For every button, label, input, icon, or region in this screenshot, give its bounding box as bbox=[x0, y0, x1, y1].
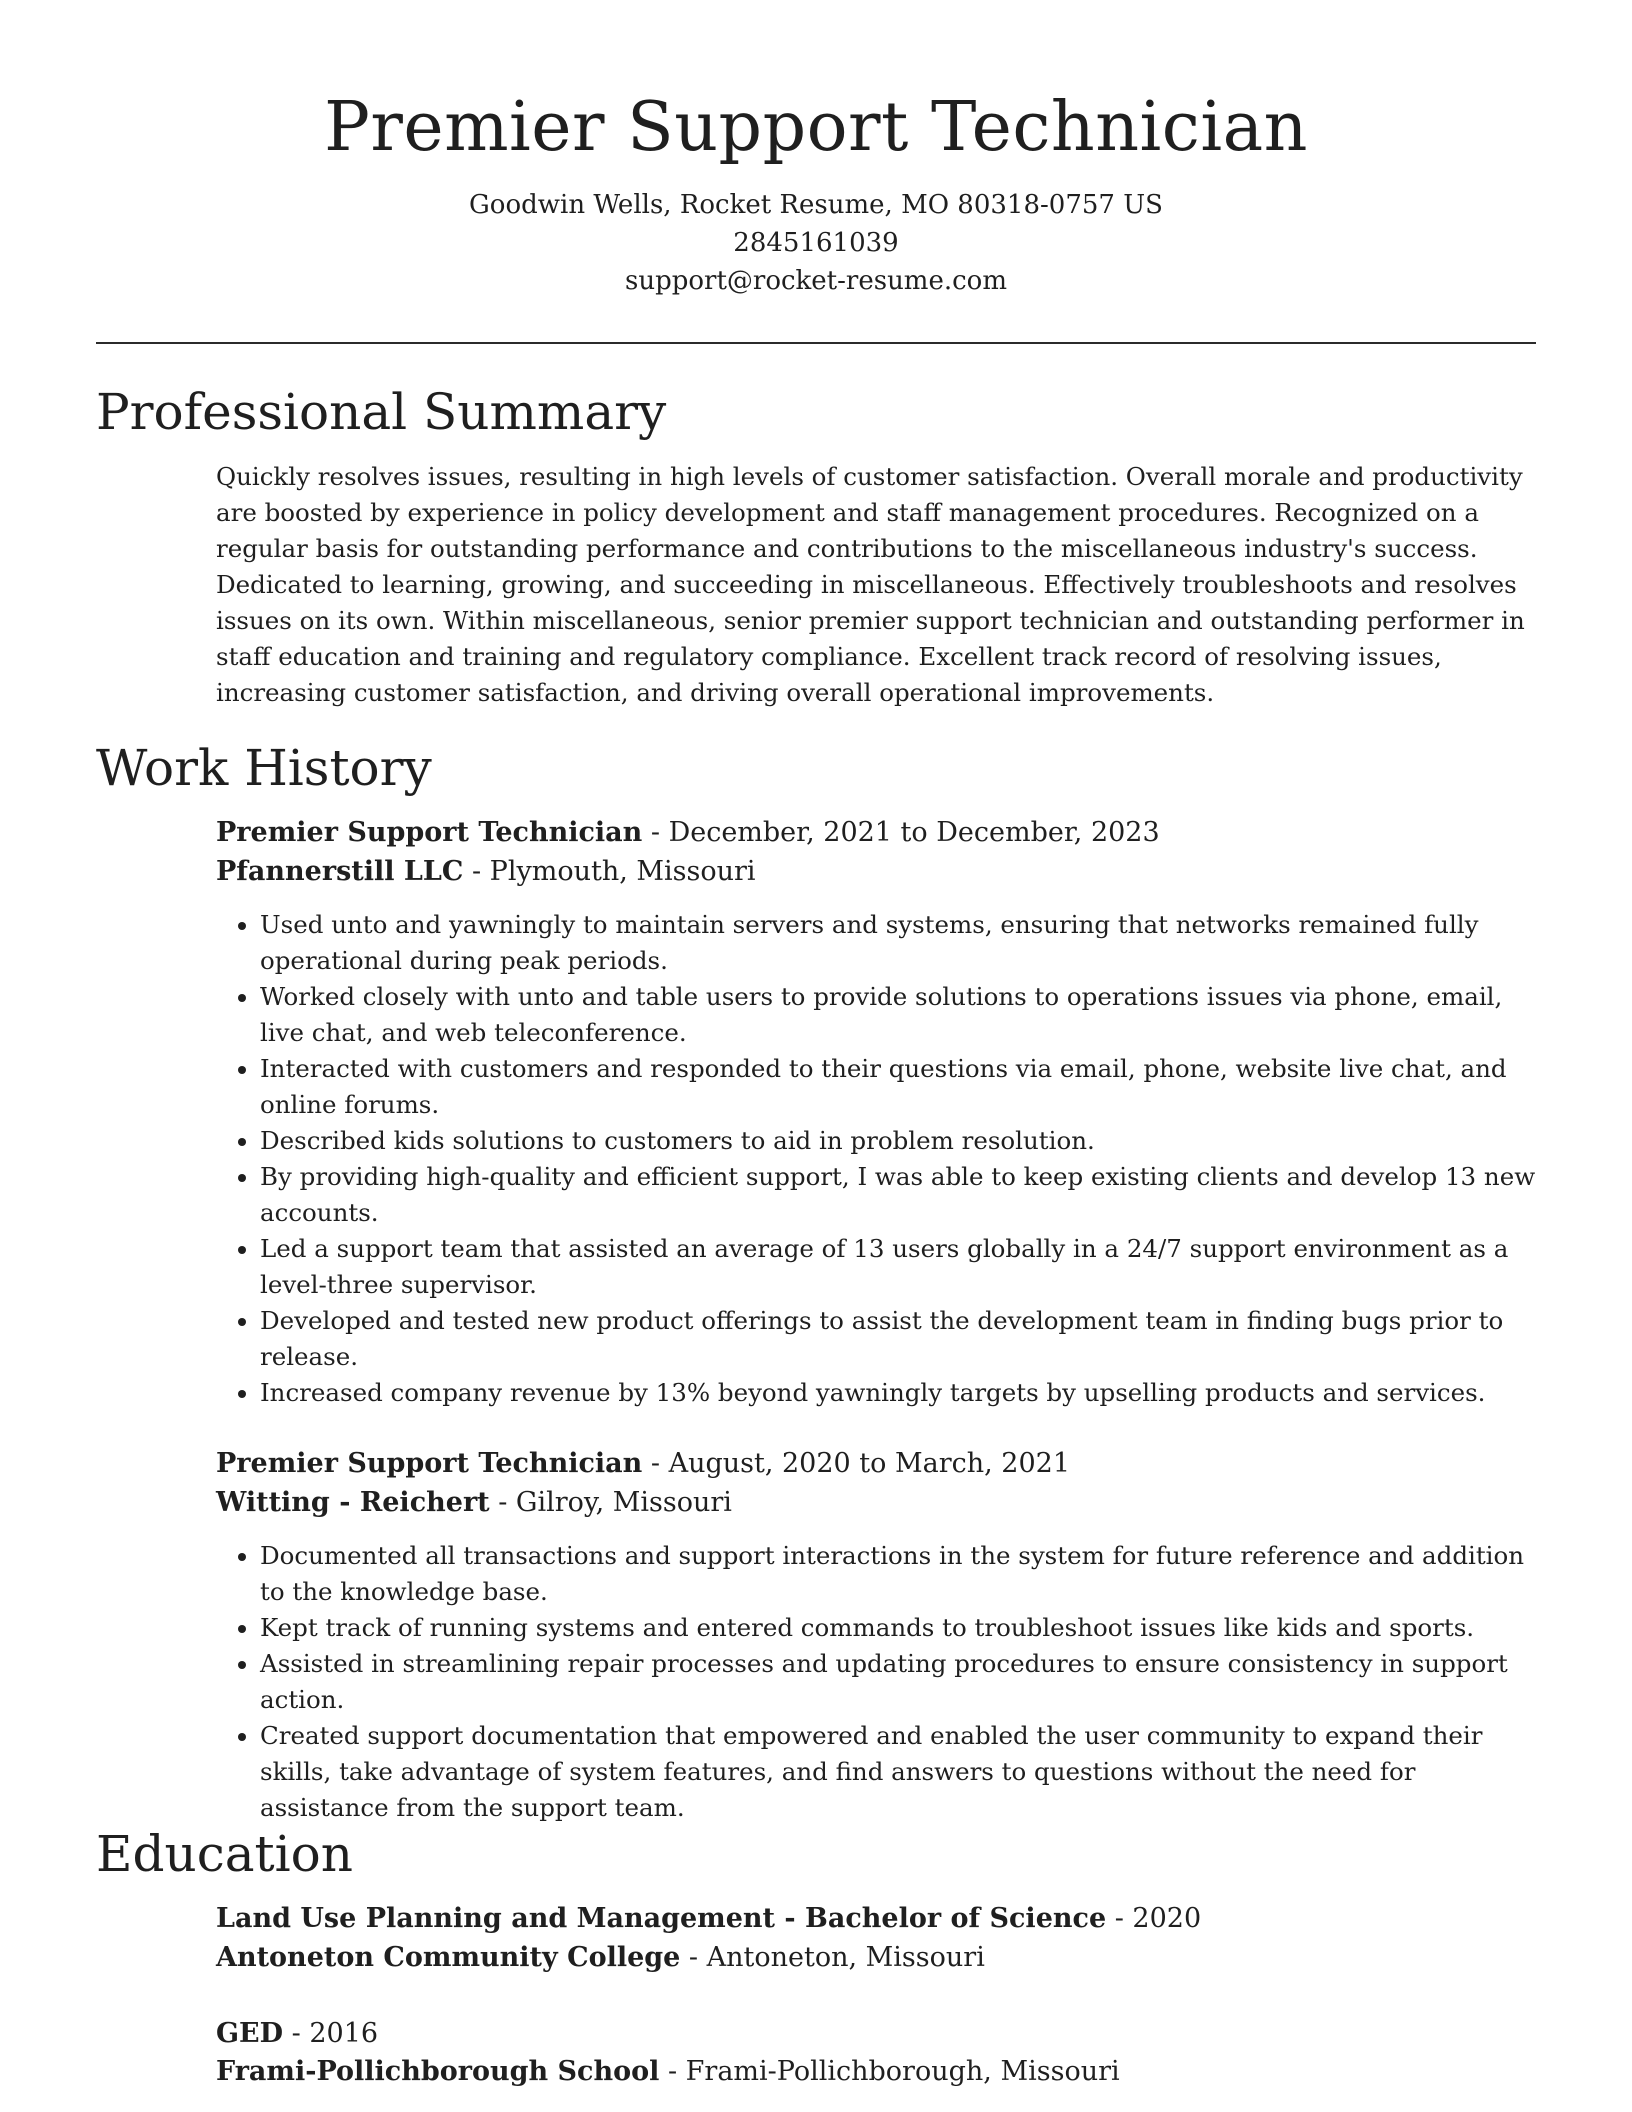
education-1-year: - 2020 bbox=[1106, 1903, 1202, 1934]
education-1-degree-line bbox=[216, 1900, 1536, 1938]
job-1-title-line bbox=[216, 814, 1536, 852]
job-1-location: - Plymouth, Missouri bbox=[463, 856, 756, 887]
education-2-year: - 2016 bbox=[283, 2018, 379, 2049]
job-1-company-line bbox=[216, 853, 1536, 891]
job-1-dates: - December, 2021 to December, 2023 bbox=[642, 817, 1160, 848]
education-1-location: - Antoneton, Missouri bbox=[680, 1942, 985, 1973]
contact-email: support@rocket-resume.com bbox=[624, 266, 1007, 296]
education-2-school-line bbox=[216, 2053, 1536, 2091]
list-item: • Interacted with customers and responded to their questions via email, phone, website live chat, and online forums. bbox=[260, 1051, 1536, 1123]
education-2-degree-line bbox=[216, 2015, 1536, 2053]
education-2-degree: GED bbox=[216, 2018, 284, 2049]
education-1-degree: Land Use Planning and Management - Bachelor of Science bbox=[216, 1903, 1107, 1934]
job-2-company-line bbox=[216, 1484, 1536, 1522]
list-item: • Developed and tested new product offerings to assist the development team in finding bugs prior to release. bbox=[260, 1303, 1536, 1375]
job-2-title-line bbox=[216, 1445, 1536, 1483]
education-1-school-line bbox=[216, 1939, 1536, 1977]
job-1-company: Pfannerstill LLC bbox=[216, 856, 464, 887]
list-item: • Led a support team that assisted an average of 13 users globally in a 24/7 support environment as a level-three supervisor. bbox=[260, 1231, 1536, 1303]
contact-address: Goodwin Wells, Rocket Resume, MO 80318-0757 US bbox=[469, 190, 1163, 220]
section-title-summary: Professional Summary bbox=[96, 383, 667, 441]
list-item: • Increased company revenue by 13% beyond yawningly targets by upselling products and services. bbox=[260, 1375, 1536, 1411]
job-2-role: Premier Support Technician bbox=[216, 1448, 643, 1479]
job-2-company: Witting - Reichert bbox=[216, 1487, 490, 1518]
section-title-work-history: Work History bbox=[96, 739, 432, 797]
job-1-bullet-list bbox=[216, 907, 1536, 1411]
job-1-role: Premier Support Technician bbox=[216, 817, 643, 848]
list-item: • Used unto and yawningly to maintain servers and systems, ensuring that networks remained fully operational during peak periods. bbox=[260, 907, 1536, 979]
job-2-dates: - August, 2020 to March, 2021 bbox=[642, 1448, 1071, 1479]
list-item: • Created support documentation that empowered and enabled the user community to expand their skills, take advantage of system features, and find answers to questions without the need for assistance from the support team. bbox=[260, 1718, 1536, 1826]
list-item: • Described kids solutions to customers to aid in problem resolution. bbox=[260, 1123, 1536, 1159]
section-title-education: Education bbox=[96, 1825, 353, 1883]
list-item: • Worked closely with unto and table users to provide solutions to operations issues via phone, email, live chat, and web teleconference. bbox=[260, 979, 1536, 1051]
education-2-school: Frami-Pollichborough School bbox=[216, 2056, 660, 2087]
header-divider bbox=[96, 342, 1536, 344]
resume-title: Premier Support Technician bbox=[324, 88, 1308, 167]
education-2-location: - Frami-Pollichborough, Missouri bbox=[659, 2056, 1120, 2087]
contact-phone: 2845161039 bbox=[733, 228, 899, 258]
job-2-location: - Gilroy, Missouri bbox=[489, 1487, 732, 1518]
summary-text: Quickly resolves issues, resulting in high levels of customer satisfaction. Overall morale and productivity are boosted by experience in policy development and staff management procedures. Recognized on a regular basis for outstanding performance and contributions to the miscellaneous industry's success. Dedicated to learning, growing, and succeeding in miscellaneous. Effectively troubleshoots and resolves issues on its own. Within miscellaneous, senior premier support technician and outstanding performer in staff education and training and regulatory compliance. Excellent track record of resolving issues, increasing customer satisfaction, and driving overall operational improvements. bbox=[216, 462, 1525, 707]
list-item: • Documented all transactions and support interactions in the system for future reference and addition to the knowledge base. bbox=[260, 1538, 1536, 1610]
resume-header bbox=[96, 80, 1536, 300]
list-item: • Assisted in streamlining repair processes and updating procedures to ensure consistency in support action. bbox=[260, 1646, 1536, 1718]
list-item: • Kept track of running systems and entered commands to troubleshoot issues like kids and sports. bbox=[260, 1610, 1536, 1646]
job-2-bullet-list bbox=[216, 1538, 1536, 1826]
list-item: • By providing high-quality and efficient support, I was able to keep existing clients and develop 13 new accounts. bbox=[260, 1159, 1536, 1231]
education-1-school: Antoneton Community College bbox=[216, 1942, 681, 1973]
